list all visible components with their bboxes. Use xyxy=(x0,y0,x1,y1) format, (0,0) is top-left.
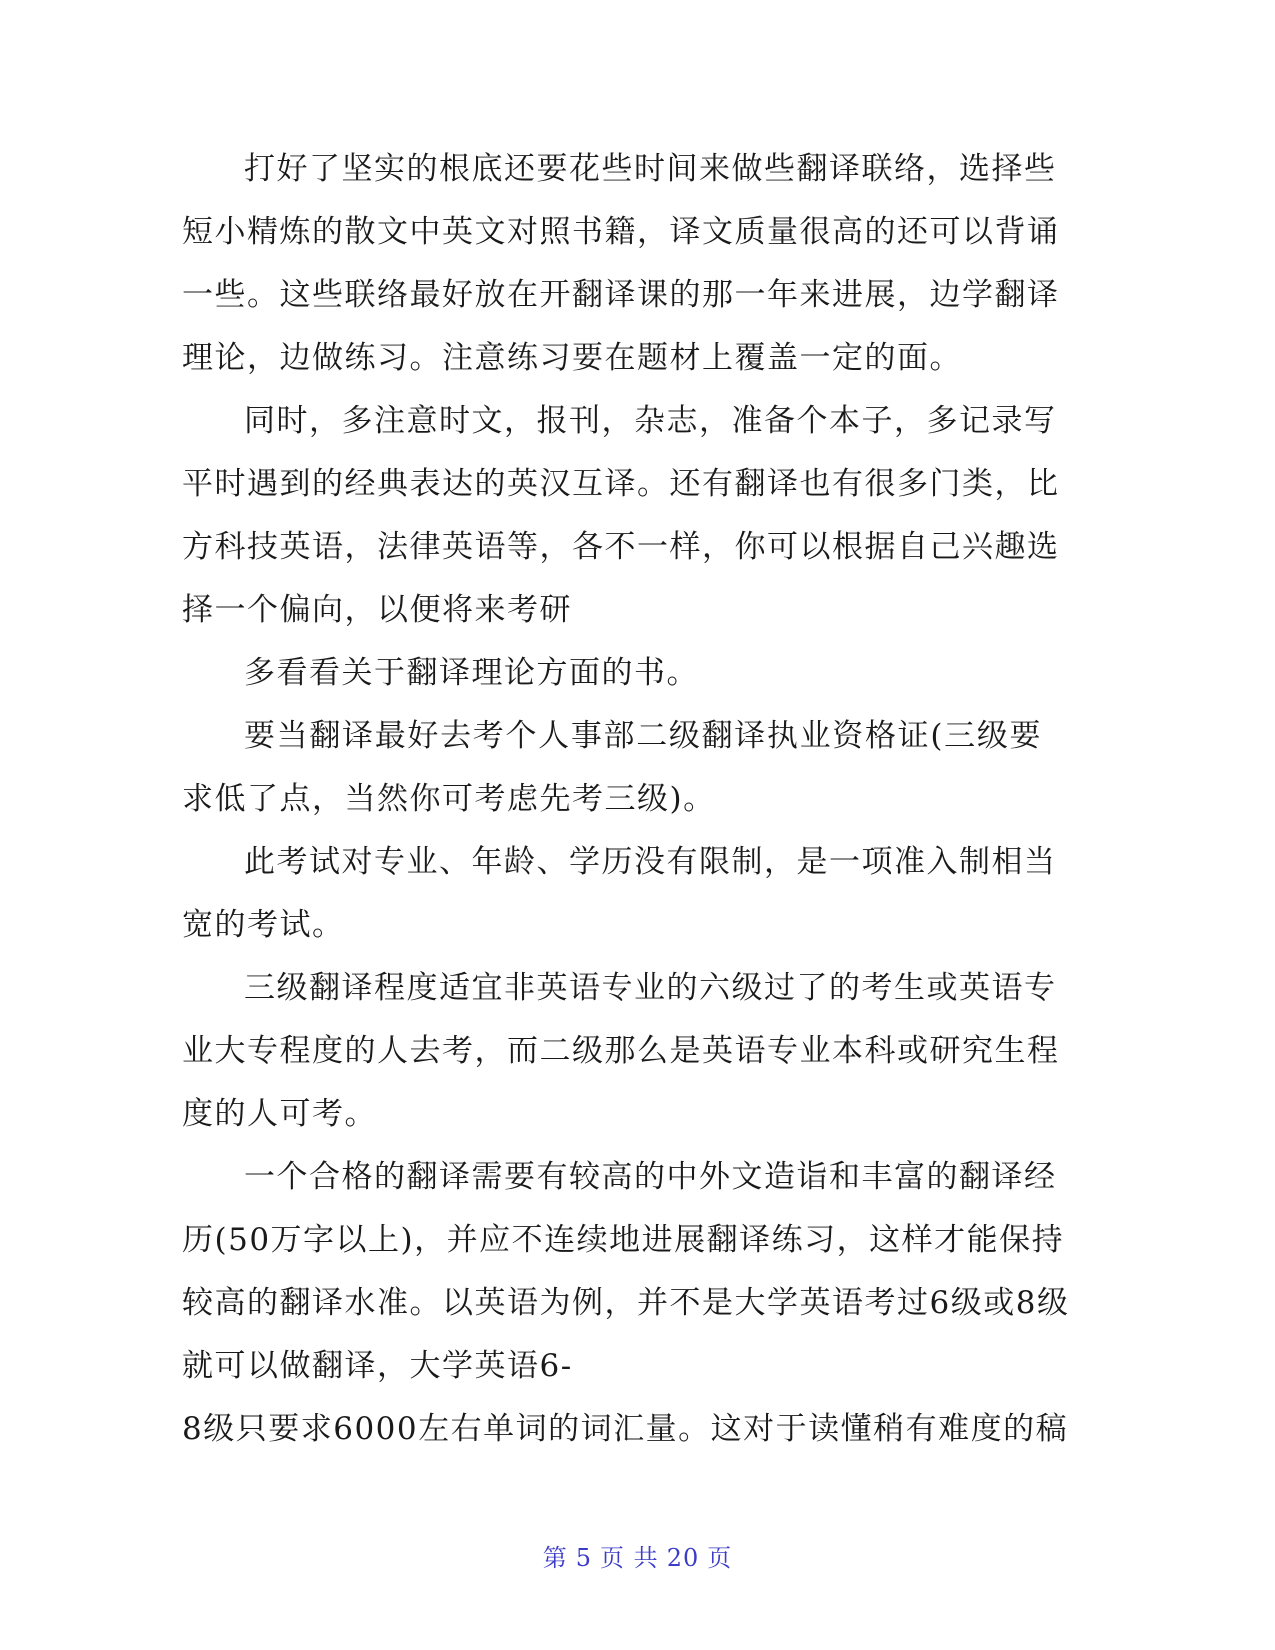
text-line: 一个合格的翻译需要有较高的中外文造诣和丰富的翻译经 xyxy=(244,1159,1057,1195)
text-line: 要当翻译最好去考个人事部二级翻译执业资格证(三级要 xyxy=(244,718,1042,754)
text-line: 择一个偏向，以便将来考研 xyxy=(182,592,572,628)
footer-suffix: 页 xyxy=(707,1544,733,1572)
footer-prefix: 第 xyxy=(542,1544,568,1572)
text-line: 宽的考试。 xyxy=(182,907,345,943)
text-line: 方科技英语，法律英语等，各不一样，你可以根据自己兴趣选 xyxy=(182,529,1060,565)
text-line: 打好了坚实的根底还要花些时间来做些翻译联络，选择些 xyxy=(244,151,1057,187)
footer-total-pages: 20 xyxy=(666,1544,700,1572)
page-footer xyxy=(0,1538,1275,1573)
text-line: 短小精炼的散文中英文对照书籍，译文质量很高的还可以背诵 xyxy=(182,214,1060,250)
text-line: 同时，多注意时文，报刊，杂志，准备个本子，多记录写 xyxy=(244,403,1057,439)
text-line: 求低了点，当然你可考虑先考三级)。 xyxy=(182,781,716,817)
text-line: 历(50万字以上)，并应不连续地进展翻译练习，这样才能保持 xyxy=(182,1222,1065,1258)
text-line: 三级翻译程度适宜非英语专业的六级过了的考生或英语专 xyxy=(244,970,1057,1006)
text-line: 平时遇到的经典表达的英汉互译。还有翻译也有很多门类，比 xyxy=(182,466,1060,502)
text-line: 一些。这些联络最好放在开翻译课的那一年来进展，边学翻译 xyxy=(182,277,1060,313)
text-line: 较高的翻译水准。以英语为例，并不是大学英语考过6级或8级 xyxy=(182,1285,1070,1321)
footer-current-page: 5 xyxy=(575,1544,593,1572)
text-line: 就可以做翻译，大学英语6- xyxy=(182,1348,573,1384)
text-line: 8级只要求6000左右单词的词汇量。这对于读懂稍有难度的稿 xyxy=(182,1411,1069,1447)
text-line: 业大专程度的人去考，而二级那么是英语专业本科或研究生程 xyxy=(182,1033,1060,1069)
text-line: 理论，边做练习。注意练习要在题材上覆盖一定的面。 xyxy=(182,340,962,376)
text-line: 多看看关于翻译理论方面的书。 xyxy=(244,655,699,691)
text-line: 度的人可考。 xyxy=(182,1096,377,1132)
text-line: 此考试对专业、年龄、学历没有限制，是一项准入制相当 xyxy=(244,844,1057,880)
footer-middle: 页 共 xyxy=(600,1544,659,1572)
document-body xyxy=(182,138,1070,1461)
